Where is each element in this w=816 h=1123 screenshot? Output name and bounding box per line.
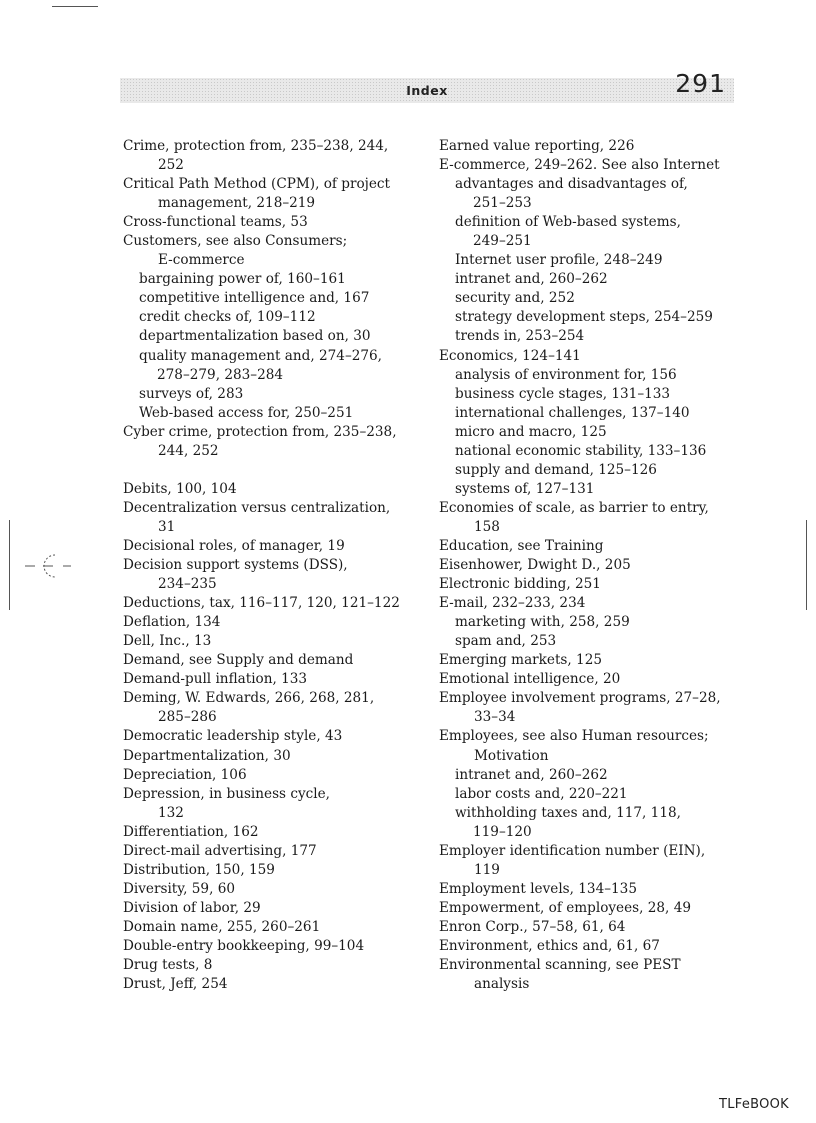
index-entry-text: Deductions, tax, 116–117, 120, 121–122	[123, 595, 400, 612]
index-entry-text	[123, 461, 428, 480]
index-entry	[439, 499, 739, 537]
index-entry	[439, 251, 739, 270]
index-entry	[123, 385, 428, 404]
index-entry	[439, 804, 739, 842]
index-entry-text: trends in, 253–254	[455, 328, 585, 345]
index-entry	[439, 899, 739, 918]
index-entry-text: Customers, see also Consumers;	[123, 233, 348, 250]
index-entry-continuation: 158	[474, 518, 500, 535]
index-entry-text: Differentiation, 162	[123, 823, 259, 840]
index-entry-text: Demand-pull inflation, 133	[123, 671, 308, 688]
index-entry-continuation: E-commerce	[158, 252, 245, 269]
index-entry-continuation: 33–34	[474, 709, 516, 726]
index-entry	[123, 899, 428, 918]
index-entry	[439, 651, 739, 670]
footer-watermark: TLFeBOOK	[718, 1097, 789, 1112]
index-entry	[123, 137, 428, 175]
index-entry-text: Distribution, 150, 159	[123, 861, 275, 878]
index-entry-text: strategy development steps, 254–259	[455, 309, 713, 326]
index-entry	[123, 937, 428, 956]
index-entry-continuation: 234–235	[158, 576, 217, 593]
index-entry-text: Debits, 100, 104	[123, 480, 237, 497]
index-entry-text: business cycle stages, 131–133	[455, 385, 671, 402]
index-entry-text: Web-based access for, 250–251	[139, 404, 354, 421]
index-entry-continuation: 31	[158, 518, 176, 535]
index-entry-text: intranet and, 260–262	[455, 271, 608, 288]
index-entry-text: Demand, see Supply and demand	[123, 652, 354, 669]
index-entry	[123, 556, 428, 594]
index-entry-text: competitive intelligence and, 167	[139, 290, 370, 307]
index-entry	[439, 575, 739, 594]
index-entry	[123, 404, 428, 423]
index-entry	[439, 137, 739, 156]
index-entry-text: Decisional roles, of manager, 19	[123, 537, 345, 554]
index-entry	[123, 785, 428, 823]
index-entry-text: Division of labor, 29	[123, 899, 261, 916]
index-entry	[439, 918, 739, 937]
index-entry-text: Democratic leadership style, 43	[123, 728, 343, 745]
index-entry-text: Internet user profile, 248–249	[455, 252, 663, 269]
index-entry-text: Decision support systems (DSS),	[123, 557, 348, 574]
index-entry-text: Empowerment, of employees, 28, 49	[439, 899, 692, 916]
index-entry	[123, 289, 428, 308]
index-entry	[123, 594, 428, 613]
index-entry-continuation: 278–279, 283–284	[157, 366, 284, 383]
index-entry-text: surveys of, 283	[139, 385, 244, 402]
index-entry-text: Employment levels, 134–135	[439, 880, 637, 897]
index-entry-text: Deflation, 134	[123, 614, 221, 631]
index-entry-text: intranet and, 260–262	[455, 766, 608, 783]
index-entry-text: Employer identification number (EIN),	[439, 842, 706, 859]
index-entry	[123, 766, 428, 785]
index-entry-text: supply and demand, 125–126	[455, 461, 657, 478]
header-title: Index	[406, 83, 448, 98]
index-entry-text: Depression, in business cycle,	[123, 785, 330, 802]
index-entry	[439, 785, 739, 804]
index-entry-text: Emerging markets, 125	[439, 652, 602, 669]
index-entry-text: Critical Path Method (CPM), of project	[123, 176, 390, 193]
index-entry-text: departmentalization based on, 30	[139, 328, 371, 345]
index-entry	[439, 289, 739, 308]
crop-mark-top-left	[52, 6, 98, 7]
index-entry	[123, 880, 428, 899]
index-entry-text: Education, see Training	[439, 537, 604, 554]
index-entry-text: labor costs and, 220–221	[455, 785, 628, 802]
index-column-left	[123, 137, 428, 994]
index-entry-text: credit checks of, 109–112	[139, 309, 316, 326]
index-entry	[439, 213, 739, 251]
index-entry-continuation: 119–120	[473, 823, 532, 840]
index-entry-text: E-commerce, 249–262. See also Internet	[439, 157, 720, 174]
index-section-gap	[123, 461, 428, 480]
index-entry	[123, 689, 428, 727]
index-entry-text: Cyber crime, protection from, 235–238,	[123, 423, 397, 440]
index-entry-text: Employees, see also Human resources;	[439, 728, 709, 745]
index-entry-text: Depreciation, 106	[123, 766, 247, 783]
index-entry-continuation: 285–286	[158, 709, 217, 726]
index-entry-text: Direct-mail advertising, 177	[123, 842, 317, 859]
index-entry-text: E-mail, 232–233, 234	[439, 595, 586, 612]
index-entry	[439, 423, 739, 442]
index-entry-continuation: 244, 252	[158, 442, 219, 459]
index-entry	[123, 480, 428, 499]
index-entry	[123, 747, 428, 766]
index-entry-text: Eisenhower, Dwight D., 205	[439, 557, 631, 574]
index-entry	[439, 327, 739, 346]
index-entry	[123, 213, 428, 232]
index-entry	[123, 918, 428, 937]
index-entry-continuation: Motivation	[474, 747, 549, 764]
index-entry-text: Deming, W. Edwards, 266, 268, 281,	[123, 690, 375, 707]
index-entry-text: analysis of environment for, 156	[455, 366, 677, 383]
handwritten-page-number: 291	[675, 69, 726, 98]
index-entry	[123, 727, 428, 746]
index-entry	[123, 175, 428, 213]
index-entry-text: Diversity, 59, 60	[123, 880, 236, 897]
index-entry-text: security and, 252	[455, 290, 575, 307]
index-entry	[123, 499, 428, 537]
index-entry	[439, 270, 739, 289]
index-entry	[123, 861, 428, 880]
index-entry	[439, 613, 739, 632]
index-entry	[123, 632, 428, 651]
index-entry	[123, 613, 428, 632]
index-entry-text: Employee involvement programs, 27–28,	[439, 690, 721, 707]
index-entry-text: Enron Corp., 57–58, 61, 64	[439, 918, 626, 935]
binding-hole-mark	[23, 549, 103, 581]
index-entry-text: Economies of scale, as barrier to entry,	[439, 499, 709, 516]
index-entry	[123, 347, 428, 385]
index-entry	[123, 327, 428, 346]
index-entry-text: Dell, Inc., 13	[123, 633, 212, 650]
index-entry-text: bargaining power of, 160–161	[139, 271, 346, 288]
index-entry	[439, 670, 739, 689]
index-entry	[123, 232, 428, 270]
index-entry-text: Departmentalization, 30	[123, 747, 291, 764]
index-entry	[439, 594, 739, 613]
index-entry	[123, 975, 428, 994]
index-entry-text: systems of, 127–131	[455, 480, 595, 497]
index-entry	[439, 537, 739, 556]
index-entry	[439, 766, 739, 785]
crop-mark-left	[9, 520, 10, 610]
index-entry	[439, 404, 739, 423]
index-entry-text: spam and, 253	[455, 633, 557, 650]
index-entry	[123, 308, 428, 327]
index-entry-text: Cross-functional teams, 53	[123, 214, 308, 231]
index-entry	[439, 880, 739, 899]
index-entry	[439, 556, 739, 575]
index-entry-text: withholding taxes and, 117, 118,	[455, 804, 681, 821]
index-entry	[123, 956, 428, 975]
index-entry	[439, 461, 739, 480]
index-entry	[439, 308, 739, 327]
index-entry-text: Domain name, 255, 260–261	[123, 918, 321, 935]
index-entry-continuation: 252	[158, 157, 184, 174]
index-entry-text: Environment, ethics and, 61, 67	[439, 937, 660, 954]
index-entry-text: Earned value reporting, 226	[439, 138, 635, 154]
index-entry-text: international challenges, 137–140	[455, 404, 690, 421]
index-entry-continuation: analysis	[474, 976, 530, 993]
index-entry	[123, 423, 428, 461]
index-entry-text: micro and macro, 125	[455, 423, 607, 440]
index-entry-text: Crime, protection from, 235–238, 244,	[123, 138, 389, 154]
index-entry	[439, 156, 739, 175]
index-entry-text: marketing with, 258, 259	[455, 614, 630, 631]
index-entry	[439, 347, 739, 366]
index-entry	[439, 632, 739, 651]
index-entry-continuation: 251–253	[473, 195, 532, 212]
crop-mark-right	[806, 520, 807, 610]
index-entry	[123, 651, 428, 670]
index-entry	[439, 480, 739, 499]
index-entry-continuation: management, 218–219	[158, 195, 316, 212]
running-header	[120, 69, 734, 103]
index-entry-text: Emotional intelligence, 20	[439, 671, 621, 688]
index-entry	[123, 270, 428, 289]
index-entry	[123, 842, 428, 861]
index-entry	[439, 727, 739, 765]
index-entry	[123, 823, 428, 842]
index-entry-text: Economics, 124–141	[439, 347, 581, 364]
index-entry-text: quality management and, 274–276,	[139, 347, 383, 364]
index-entry-text: Decentralization versus centralization,	[123, 499, 391, 516]
index-entry	[123, 537, 428, 556]
index-entry-continuation: 249–251	[473, 233, 532, 250]
index-entry-continuation: 119	[474, 861, 500, 878]
index-entry-text: Drug tests, 8	[123, 957, 213, 974]
index-entry-text: national economic stability, 133–136	[455, 442, 707, 459]
index-entry	[439, 366, 739, 385]
index-entry-text: Drust, Jeff, 254	[123, 976, 228, 993]
index-entry	[439, 956, 739, 994]
index-entry-continuation: 132	[158, 804, 184, 821]
index-entry-text: Environmental scanning, see PEST	[439, 957, 681, 974]
index-entry	[123, 670, 428, 689]
index-entry-text: definition of Web-based systems,	[455, 214, 681, 231]
index-entry	[439, 385, 739, 404]
index-entry-text: advantages and disadvantages of,	[455, 176, 688, 193]
index-entry-text: Double-entry bookkeeping, 99–104	[123, 937, 365, 954]
index-entry	[439, 689, 739, 727]
index-entry	[439, 442, 739, 461]
index-entry	[439, 842, 739, 880]
index-entry	[439, 937, 739, 956]
index-column-right	[439, 137, 739, 994]
index-entry	[439, 175, 739, 213]
index-entry-text: Electronic bidding, 251	[439, 576, 601, 593]
